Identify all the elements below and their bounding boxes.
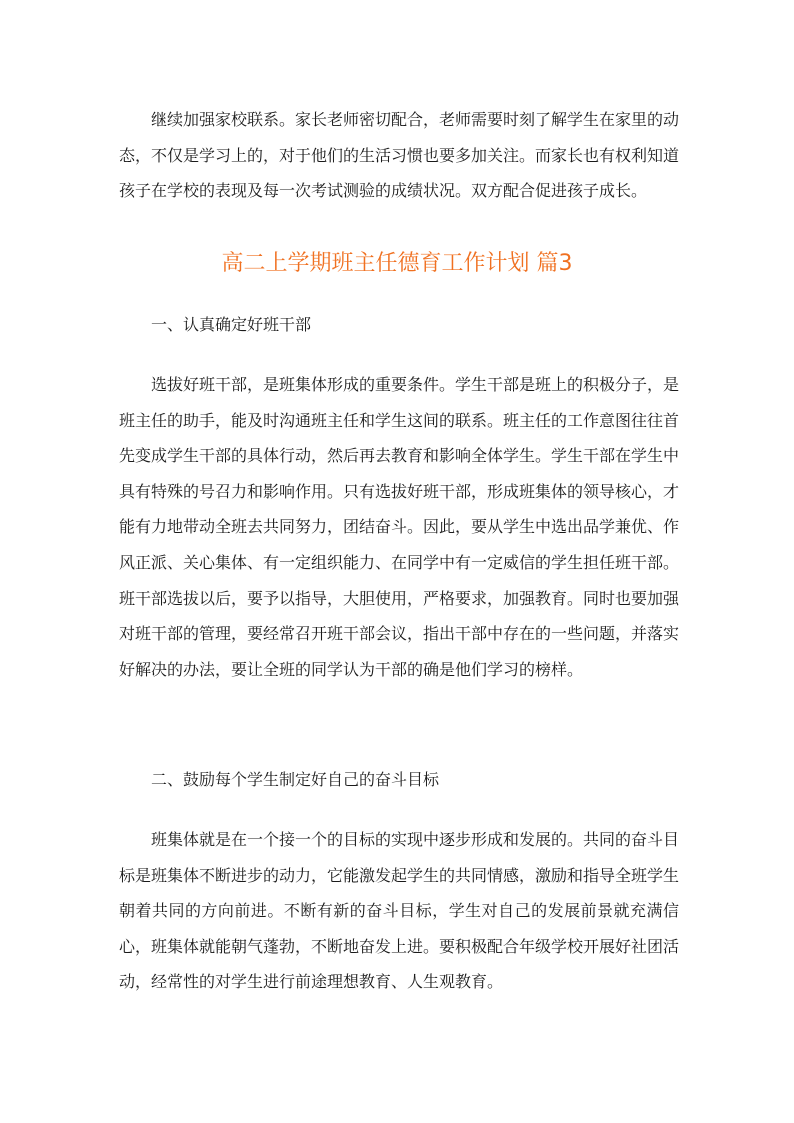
section-body-1: 选拔好班干部，是班集体形成的重要条件。学生干部是班上的积极分子，是班主任的助手，能及时沟通班主任和学生这间的联系。班主任的工作意图往往首先变成学生干部的具体行动，然后再去教育和影响全体学生。学生干部在学生中具有特殊的号召力和影响作用。只有选拔好班干部，形成班集体的领导核心，才能有力地带动全班去共同努力，团结奋斗。因此，要从学生中选出品学兼优、作风正派、关心集体、有一定组织能力、在同学中有一定威信的学生担任班干部。班干部选拔以后，要予以指导，大胆使用，严格要求，加强教育。同时也要加强对班干部的管理，要经常召开班干部会议，指出干部中存在的一些问题，并落实好解决的办法，要让全班的同学认为干部的确是他们学习的榜样。 — [119, 375, 680, 679]
section-heading-2: 二、鼓励每个学生制定好自己的奋斗目标 — [151, 770, 440, 789]
intro-paragraph: 继续加强家校联系。家长老师密切配合，老师需要时刻了解学生在家里的动态，不仅是学习上的，对于他们的生活习惯也要多加关注。而家长也有权利知道孩子在学校的表现及每一次考试测验的成绩状况。双方配合促进孩子成长。 — [119, 110, 680, 201]
section-heading-1: 一、认真确定好班干部 — [151, 315, 312, 334]
section-title: 高二上学期班主任德育工作计划 篇3 — [221, 251, 573, 276]
section-body-2: 班集体就是在一个接一个的目标的实现中逐步形成和发展的。共同的奋斗目标是班集体不断进步的动力，它能激发起学生的共同情感，激励和指导全班学生朝着共同的方向前进。不断有新的奋斗目标，学生对自己的发展前景就充满信心，班集体就能朝气蓬勃，不断地奋发上进。要积极配合年级学校开展好社团活动，经常性的对学生进行前途理想教育、人生观教育。 — [119, 830, 680, 992]
